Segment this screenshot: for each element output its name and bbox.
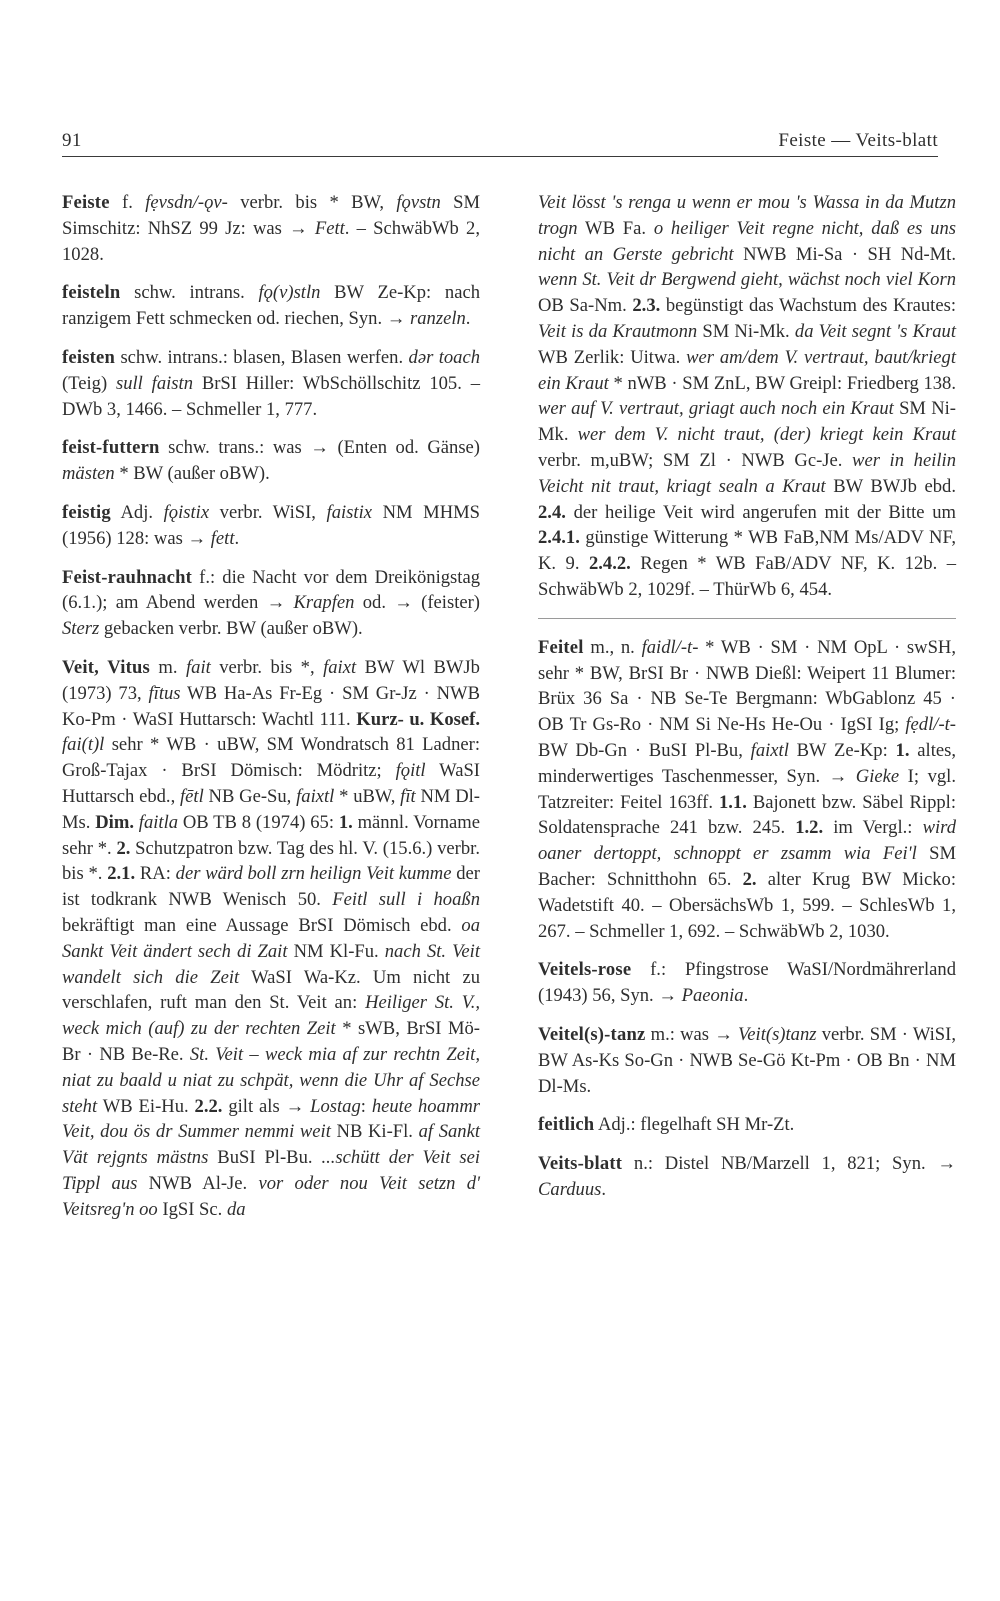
italic-text: faixt [323, 656, 357, 678]
dictionary-entry [538, 1151, 956, 1203]
entry-text: . [601, 1178, 607, 1200]
bold-marker: 1. [895, 739, 910, 761]
entry-text: Adj.: flegelhaft SH Mr-Zt. [594, 1114, 795, 1136]
entry-text: RA: [135, 863, 176, 885]
italic-text: fǫvstn [396, 192, 441, 213]
italic-text: fẹvsdn/-ǫv- [145, 192, 228, 213]
entry-text: verbr. SM · WiSI, BW As-Ks So-Gn · NWB Se-Gö Kt-Pm · OB Bn · NM Dl-Ms. [538, 1023, 956, 1097]
entry-text: * uBW, [334, 785, 401, 807]
italic-text: fǫ(v)stln [258, 282, 321, 304]
dictionary-entry [538, 1022, 956, 1099]
entry-text: od. → (feister) [354, 592, 480, 614]
entry-text: IgSI Sc. [157, 1198, 227, 1220]
dictionary-entry [62, 565, 480, 642]
bold-marker: 2.3. [632, 295, 661, 317]
entry-text: der ist todkrank NWB Wenisch 50. [62, 863, 480, 911]
entry-text: schw. intrans. [120, 282, 259, 304]
entry-text: . [465, 308, 471, 330]
italic-text: ...schütt der Veit sei Tippl aus [62, 1147, 480, 1194]
entry-text: WaSI Huttarsch ebd., [62, 760, 480, 807]
italic-text: wenn St. Veit dr Bergwend gieht, wächst noch viel Korn [538, 269, 956, 291]
entry-text: WB Fa. [577, 217, 654, 239]
italic-text: Krapfen [293, 592, 355, 614]
dictionary-entry [538, 1112, 956, 1138]
dictionary-entry [62, 435, 480, 487]
italic-text: fǫistix [163, 501, 210, 523]
italic-text: fai(t)l [62, 734, 105, 756]
lemma-headword: Veitels-rose [538, 959, 632, 981]
entry-text: * nWB · SM ZnL, BW Greipl: Friedberg 138. [608, 372, 956, 394]
italic-text: sull faistn [115, 372, 193, 394]
italic-text: fait [185, 656, 211, 678]
entry-text: begünstigt das Wachstum des Krautes: [660, 295, 957, 317]
bold-marker: 2.2. [194, 1095, 223, 1117]
lemma-headword: Feitel [538, 636, 584, 658]
bold-marker: 2.1. [107, 863, 136, 885]
italic-text: o heiliger Veit regne nicht, daß es uns nicht an Gerste gebricht [538, 217, 956, 265]
entry-text: NM Kl-Fu. [287, 940, 385, 962]
italic-text: oa Sankt Veit ändert sech di Zait [62, 914, 480, 962]
entry-text: verbr. bis * BW, [227, 192, 397, 213]
italic-text: heute hoammr Veit, dou ös dr Summer nemmi weit [62, 1095, 480, 1143]
lemma-headword: feisteln [62, 282, 121, 304]
italic-text: dər toach [408, 346, 481, 368]
italic-text: da [226, 1198, 246, 1220]
lemma-headword: Veit, Vitus [62, 656, 150, 678]
entry-text: bekräftigt man eine Aussage BrSI Dömisch ebd. [62, 914, 462, 936]
entry-text: BW BWJb ebd. [825, 475, 956, 497]
lemma-headword: Feist-rauhnacht [62, 566, 193, 588]
entry-text: sehr * WB · uBW, SM Wondratsch 81 Ladner: Groß-Tajax · BrSI Dömisch: Mödritz; [62, 734, 480, 782]
running-head [62, 130, 938, 157]
entry-text: verbr. m,uBW; SM Zl · NWB Gc-Je. [538, 449, 853, 471]
italic-text: da Veit segnt 's Kraut [794, 320, 956, 342]
italic-text: Feitl sull i hoaßn [332, 889, 480, 911]
entry-text: BrSI Hiller: WbSchöllschitz 105. – DWb 3, 1466. – Schmeller 1, 777. [62, 372, 480, 420]
entry-text: f. [109, 192, 146, 213]
entry-text: : [360, 1095, 372, 1117]
italic-text: faitla [138, 811, 179, 833]
entry-text: WB Ei-Hu. [97, 1095, 195, 1117]
entry-text: n.: Distel NB/Marzell 1, 821; Syn. → [622, 1153, 956, 1175]
dictionary-entry [62, 280, 480, 332]
italic-text: faidl/-t- [641, 636, 699, 658]
entry-text: der heilige Veit wird angerufen mit der Bitte um [565, 501, 956, 523]
entry-text: Schutzpatron bzw. Tag des hl. V. (15.6.) verbr. bis *. [62, 837, 480, 885]
italic-text: wer auf V. vertraut, griagt auch noch ein Kraut [538, 398, 894, 420]
entry-text: schw. intrans.: blasen, Blasen werfen. [115, 346, 409, 368]
entry-text: . [234, 527, 240, 549]
entry-text: BuSI Pl-Bu. [208, 1147, 322, 1169]
dictionary-entry [62, 500, 480, 552]
entry-text: m.: was → [645, 1023, 738, 1045]
bold-marker: Dim. [95, 811, 134, 833]
bold-marker: 1.1. [718, 791, 747, 813]
italic-text: Lostag [310, 1095, 361, 1117]
entry-text: WaSI Wa-Kz. Um nicht zu verschlafen, ruft man den St. Veit an: [62, 966, 480, 1014]
italic-text: wird oaner dertoppt, schnoppt er zsamm wia Fei'l [538, 817, 956, 865]
entry-text: NWB Al-Je. [137, 1172, 259, 1194]
italic-text: wer am/dem V. vertraut, baut/kriegt ein Kraut [538, 346, 956, 394]
italic-text: Veit(s)tanz [738, 1023, 817, 1045]
italic-text: faixtl [296, 785, 335, 807]
dictionary-entry [62, 655, 480, 1223]
entry-text: (Teig) [62, 372, 116, 394]
bold-marker: 2. [116, 837, 131, 859]
dictionary-entry [62, 345, 480, 422]
lemma-headword: feistig [62, 501, 111, 523]
entry-text: NM Dl-Ms. [62, 785, 480, 833]
entry-text: BW Ze-Kp: nach ranzigem Fett schmecken od. riechen, Syn. → [62, 282, 480, 330]
entry-text: m. [149, 656, 186, 678]
italic-text: af Sankt Vät rejgnts mästns [62, 1121, 481, 1169]
bold-marker: 1. [338, 811, 353, 833]
italic-text: fītus [148, 682, 181, 704]
entry-text: SM Ni-Mk. [538, 398, 956, 446]
italic-text: Veit is da Krautmonn [538, 320, 698, 342]
italic-text: mästen [62, 463, 115, 485]
entry-text: . – SchwäbWb 2, 1028. [62, 217, 480, 265]
entry-text: SM Bacher: Schnitthohn 65. [538, 843, 956, 890]
section-divider [538, 618, 956, 619]
entry-text: * sWB, BrSI Mö-Br · NB Be-Re. [62, 1018, 480, 1065]
entry-text: f.: Pfingstrose WaSI/Nordmährerland (1943) 56, Syn. → [538, 959, 956, 1007]
entry-text: verbr. WiSI, [209, 501, 327, 523]
dictionary-entry [62, 190, 480, 267]
entry-text: günstige Witterung * WB FaB,NM Ms/ADV NF, K. 9. [538, 527, 956, 575]
entry-text: NWB Mi-Sa · SH Nd-Mt. [733, 243, 956, 265]
italic-text: fǫitl [395, 760, 426, 782]
italic-text: wer in heilin Veicht nit traut, kriagt sealn a Kraut [538, 449, 956, 497]
entry-text: WB Zerlik: Uitwa. [538, 346, 687, 368]
italic-text: nach St. Veit wandelt sich die Zeit [62, 940, 480, 988]
entry-text: männl. Vorname sehr *. [62, 811, 480, 859]
italic-text: Fett [314, 217, 345, 239]
lemma-headword: Veitel(s)-tanz [538, 1023, 646, 1045]
entry-text: NB Ki-Fl. [330, 1121, 419, 1143]
italic-text: fīt [400, 785, 416, 807]
italic-text: Sterz [62, 618, 100, 640]
italic-text: Gieke [855, 765, 900, 787]
bold-marker: 2.4.2. [588, 553, 631, 575]
italic-text: der wärd boll zrn heilign Veit kumme [175, 863, 452, 885]
italic-text: St. Veit – weck mia af zur rechtn Zeit, niat zu baald u niat zu schpät, wenn die Uhr af Sechse steht [62, 1043, 480, 1117]
entry-text: f.: die Nacht vor dem Dreikönigstag (6.1.); am Abend werden → [62, 566, 480, 614]
entry-text: SM Simschitz: NhSZ 99 Jz: was → [62, 192, 481, 239]
right-entries [538, 635, 956, 1203]
entry-text: BW Ze-Kp: [788, 739, 896, 761]
entry-text: schw. trans.: was → (Enten od. Gänse) [159, 437, 480, 459]
entry-text: m., n. [583, 636, 642, 658]
lemma-headword: feitlich [538, 1114, 595, 1136]
bold-marker: 2.4. [538, 501, 566, 523]
bold-marker: 2. [742, 868, 757, 890]
entry-text: verbr. bis *, [210, 656, 324, 678]
bold-marker: 1.2. [795, 817, 824, 839]
bold-marker: Kurz- u. Kosef. [356, 708, 480, 730]
running-title: Feiste — Veits-blatt [778, 130, 938, 151]
italic-text: Heiliger St. V., weck mich (auf) zu der rechten Zeit [62, 992, 480, 1040]
page-number: 91 [62, 130, 82, 151]
lemma-headword: feisten [62, 346, 116, 368]
entry-text: altes, minderwertiges Taschenmesser, Syn. → [538, 739, 957, 787]
entry-text: Regen * WB FaB/ADV NF, K. 12b. – SchwäbWb 2, 1029f. – ThürWb 6, 454. [538, 553, 956, 600]
italic-text: ranzeln [410, 308, 466, 330]
italic-text: Carduus [538, 1178, 602, 1200]
entry-text: NM MHMS (1956) 128: was → [62, 501, 480, 549]
entry-text: Adj. [110, 501, 164, 523]
italic-text: fētl [180, 785, 204, 807]
entry-text: gebacken verbr. BW (außer oBW). [99, 618, 363, 640]
entry-text: NB Ge-Su, [203, 785, 297, 807]
entry-text: Bajonett bzw. Säbel Rippl: Soldatensprache 241 bzw. 245. [538, 791, 956, 839]
dictionary-entry [538, 635, 956, 945]
italic-text: faixtl [750, 739, 789, 761]
lemma-headword: Veits-blatt [538, 1153, 623, 1175]
dictionary-entry [538, 957, 956, 1009]
italic-text: faistix [326, 501, 372, 523]
entry-text: WB Ha-As Fr-Eg · SM Gr-Jz · NWB Ko-Pm · WaSI Huttarsch: Wachtl 111. [62, 682, 480, 730]
entry-text: I; vgl. Tatzreiter: Feitel 163ff. [538, 765, 956, 813]
italic-text: fẹdl/-t- [905, 714, 956, 736]
entry-text: SM Ni-Mk. [697, 320, 795, 342]
entry-text: . [743, 985, 749, 1007]
right-column [538, 190, 956, 1216]
italic-text: vor oder nou Veit setzn d' Veitsreg'n oo [62, 1172, 480, 1220]
italic-text: fett [210, 527, 235, 549]
italic-text: wer dem V. nicht traut, (der) kriegt kein Kraut [577, 424, 956, 446]
entry-text: gilt als → [222, 1095, 311, 1117]
lemma-headword: feist-futtern [62, 437, 160, 459]
entry-text: BW Wl BWJb (1973) 73, [62, 656, 480, 704]
entry-text: alter Krug BW Micko: Wadetstift 40. – ObersächsWb 1, 599. – SchlesWb 1, 267. – Schmeller 1, 692. – SchwäbWb 2, 1030. [538, 868, 956, 942]
italic-text: Paeonia [681, 985, 744, 1007]
entry-continuation [538, 190, 956, 603]
entry-text: * BW (außer oBW). [114, 463, 270, 485]
entry-text: im Vergl.: [823, 817, 923, 839]
left-column [62, 190, 480, 1235]
entry-text: OB TB 8 (1974) 65: [178, 811, 339, 833]
lemma-headword: Feiste [62, 192, 110, 213]
italic-text: Veit lösst 's renga u wenn er mou 's Wassa in da Mutzn trogn [538, 192, 956, 239]
entry-text: * WB · SM · NM OpL · swSH, sehr * BW, BrSI Br · NWB Dießl: Weipert 11 Blumer: Brüx 36 Sa · NB Se-Te Bergmann: WbGablonz 45 · OB Tr Gs-Ro · NM Si Ne-Hs He-Ou · IgSI Ig; [538, 636, 956, 736]
entry-text: OB Sa-Nm. [538, 295, 633, 317]
bold-marker: 2.4.1. [538, 527, 580, 549]
entry-text: BW Db-Gn · BuSI Pl-Bu, [538, 739, 751, 761]
